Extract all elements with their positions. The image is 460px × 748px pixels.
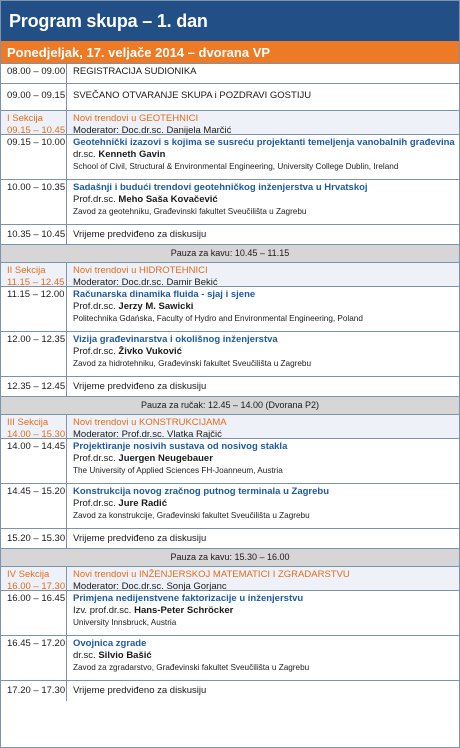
discussion-row	[1, 529, 459, 549]
section-label	[1, 567, 67, 590]
section-number: I Sekcija	[7, 113, 43, 124]
speaker-institution: Zavod za geotehniku, Građevinski fakultet Sveučilišta u Zagrebu	[73, 207, 307, 216]
discussion-text: Vrijeme predviđeno za diskusiju	[73, 229, 207, 240]
schedule-row-registration	[1, 64, 459, 84]
talk-row	[1, 332, 459, 377]
speaker-name: Prof.dr.sc. Živko Vuković	[73, 346, 182, 357]
talk-row	[1, 484, 459, 529]
talk-info	[67, 439, 459, 483]
section-title: Novi trendovi u HIDROTEHNICI	[73, 265, 208, 276]
section-header	[1, 263, 459, 287]
speaker-name: Prof.dr.sc. Jerzy M. Sawicki	[73, 301, 194, 312]
time-cell: 17.20 – 17.30	[1, 681, 67, 701]
talk-row	[1, 591, 459, 636]
schedule-row-opening	[1, 84, 459, 111]
section-number: II Sekcija	[7, 265, 46, 276]
time-cell: 10.35 – 10.45	[1, 225, 67, 244]
section-time: 14.00 – 15.30	[7, 429, 66, 440]
discussion-row	[1, 377, 459, 397]
discussion-text: Vrijeme predviđeno za diskusiju	[73, 381, 207, 392]
talk-row	[1, 439, 459, 484]
talk-info	[67, 180, 459, 224]
time-cell: 09.15 – 10.00	[1, 135, 67, 179]
talk-title: Konstrukcija novog zračnog putnog terminala u Zagrebu	[73, 486, 329, 497]
section-moderator: Moderator: Doc.dr.sc. Danijela Marčić	[73, 125, 232, 136]
talk-row	[1, 135, 459, 180]
time-cell: 16.45 – 17.20	[1, 636, 67, 680]
speaker-name: Prof.dr.sc. Juergen Neugebauer	[73, 453, 213, 464]
discussion-text: Vrijeme predviđeno za diskusiju	[73, 685, 207, 696]
section-label	[1, 263, 67, 286]
section-info	[67, 111, 459, 134]
section-moderator: Moderator: Prof.dr.sc. Vlatka Rajčić	[73, 429, 222, 440]
speaker-institution: School of Civil, Structural & Environmental Engineering, University College Dublin, Ireland	[73, 162, 399, 171]
event-text: SVEČANO OTVARANJE SKUPA i POZDRAVI GOSTIJU	[73, 90, 312, 101]
section-title: Novi trendovi u KONSTRUKCIJAMA	[73, 417, 227, 428]
time-cell: 12.35 – 12.45	[1, 377, 67, 396]
time-cell: 10.00 – 10.35	[1, 180, 67, 224]
section-header	[1, 111, 459, 135]
page-title: Program skupa – 1. dan	[1, 1, 459, 41]
discussion-row	[1, 681, 459, 701]
section-title: Novi trendovi u INŽENJERSKOJ MATEMATICI I ZGRADARSTVU	[73, 569, 350, 580]
talk-row	[1, 636, 459, 681]
section-info	[67, 567, 459, 590]
talk-title: Vizija građevinarstva i okolišnog inženjerstva	[73, 334, 278, 345]
talk-info	[67, 484, 459, 528]
section-info	[67, 415, 459, 438]
time-cell: 16.00 – 16.45	[1, 591, 67, 635]
talk-title: Ovojnica zgrade	[73, 638, 147, 649]
speaker-institution: Zavod za konstrukcije, Građevinski fakultet Sveučilišta u Zagrebu	[73, 511, 310, 520]
section-moderator: Moderator: Doc.dr.sc. Sonja Gorjanc	[73, 581, 227, 592]
time-cell: 14.00 – 14.45	[1, 439, 67, 483]
talk-info	[67, 636, 459, 680]
talk-title: Projektiranje nosivih sustava od nosivog stakla	[73, 441, 288, 452]
talk-info	[67, 135, 459, 179]
talk-title: Geotehnički izazovi s kojima se susreću projektanti temeljenja vanobalnih građevina	[73, 137, 455, 148]
talk-title: Primjena nedijenstvene faktorizacije u inženjerstvu	[73, 593, 304, 604]
time-cell: 14.45 – 15.20	[1, 484, 67, 528]
speaker-name: dr.sc. Kenneth Gavin	[73, 149, 166, 160]
speaker-institution: University Innsbruck, Austria	[73, 618, 177, 627]
talk-info	[67, 287, 459, 331]
pause-bar: Pauza za kavu: 15.30 – 16.00	[1, 549, 459, 567]
section-time: 16.00 – 17.30	[7, 581, 66, 592]
speaker-institution: The University of Applied Sciences FH-Joanneum, Austria	[73, 466, 283, 475]
speaker-name: Izv. prof.dr.sc. Hans-Peter Schröcker	[73, 605, 234, 616]
discussion-text: Vrijeme predviđeno za diskusiju	[73, 533, 207, 544]
speaker-name: Prof.dr.sc. Jure Radić	[73, 498, 167, 509]
section-time: 09.15 – 10.45	[7, 125, 66, 136]
talk-info	[67, 591, 459, 635]
speaker-institution: Zavod za hidrotehniku, Građevinski fakultet Sveučilišta u Zagrebu	[73, 359, 312, 368]
time-cell: 11.15 – 12.00	[1, 287, 67, 331]
section-header	[1, 567, 459, 591]
section-title: Novi trendovi u GEOTEHNICI	[73, 113, 199, 124]
section-label	[1, 415, 67, 438]
section-moderator: Moderator: Doc.dr.sc. Damir Bekić	[73, 277, 218, 288]
event-text: REGISTRACIJA SUDIONIKA	[73, 66, 197, 77]
section-info	[67, 263, 459, 286]
talk-row	[1, 180, 459, 225]
time-cell: 15.20 – 15.30	[1, 529, 67, 548]
time-cell: 08.00 – 09.00	[1, 64, 67, 83]
talk-title: Sadašnji i budući trendovi geotehničkog inženjerstva u Hrvatskoj	[73, 182, 368, 193]
section-number: IV Sekcija	[7, 569, 50, 580]
speaker-institution: Politechnika Gdańska, Faculty of Hydro and Environmental Engineering, Poland	[73, 314, 363, 323]
speaker-name: Prof.dr.sc. Meho Saša Kovačević	[73, 194, 218, 205]
time-cell: 09.00 – 09.15	[1, 84, 67, 110]
talk-title: Računarska dinamika fluida - sjaj i sjene	[73, 289, 256, 300]
section-header	[1, 415, 459, 439]
section-time: 11.15 – 12.45	[7, 277, 65, 288]
speaker-name: dr.sc. Silvio Bašić	[73, 650, 152, 661]
pause-bar: Pauza za kavu: 10.45 – 11.15	[1, 245, 459, 263]
talk-info	[67, 332, 459, 376]
discussion-row	[1, 225, 459, 245]
date-venue-bar: Ponedjeljak, 17. veljače 2014 – dvorana VP	[1, 41, 459, 64]
talk-row	[1, 287, 459, 332]
section-number: III Sekcija	[7, 417, 49, 428]
speaker-institution: Zavod za zgradarstvo, Građevinski fakultet Sveučilišta u Zagrebu	[73, 663, 310, 672]
time-cell: 12.00 – 12.35	[1, 332, 67, 376]
pause-bar: Pauza za ručak: 12.45 – 14.00 (Dvorana P2)	[1, 397, 459, 415]
section-label	[1, 111, 67, 134]
